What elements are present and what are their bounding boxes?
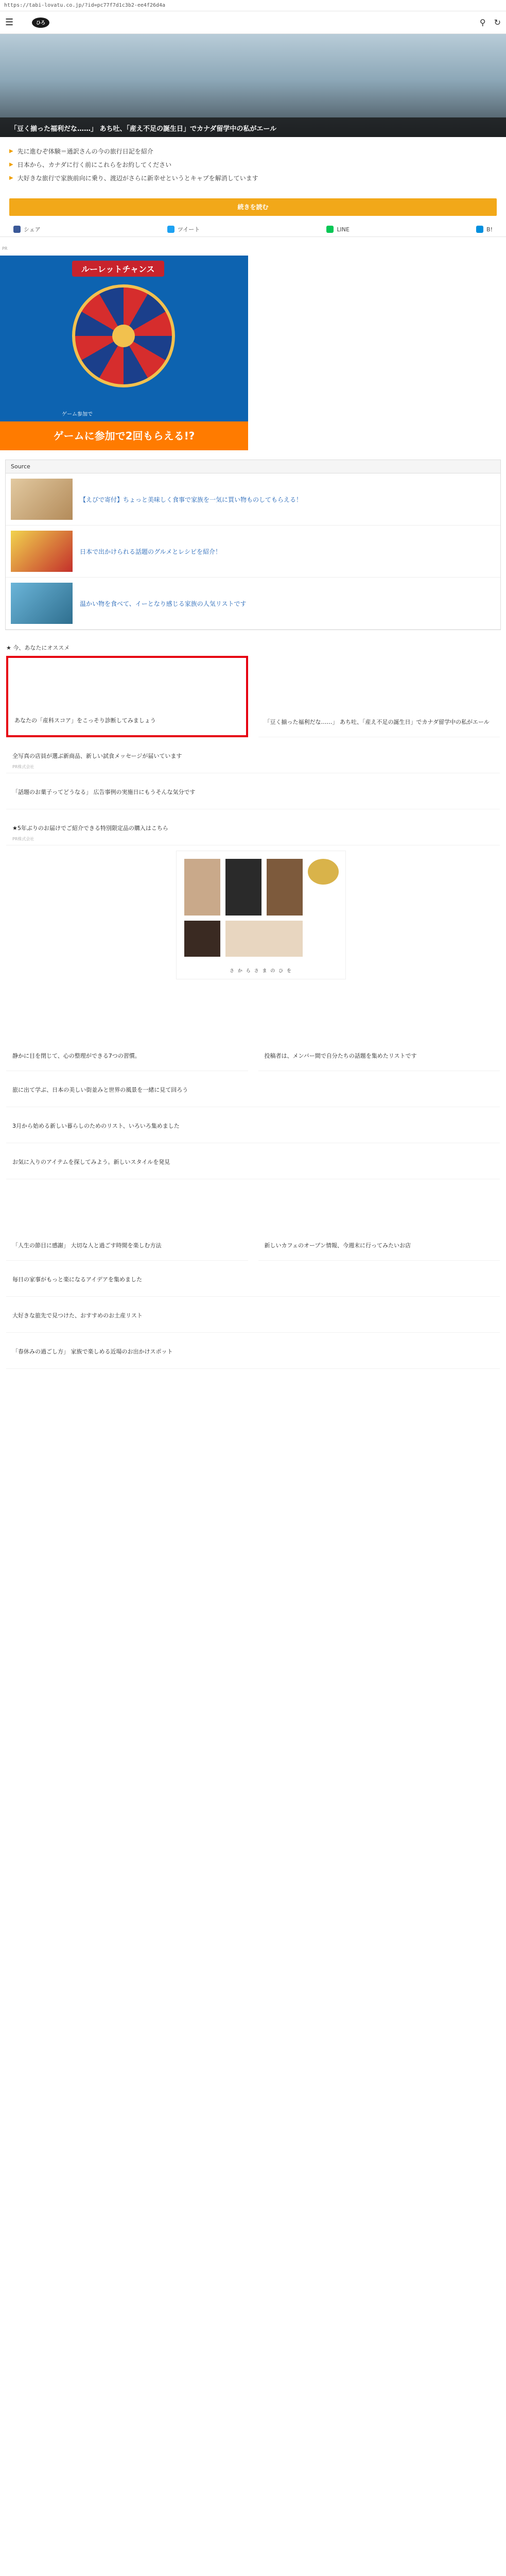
source-thumbnail: [11, 583, 73, 624]
share-bar: [0, 222, 506, 237]
recommend-card[interactable]: 3月から始める新しい暮らしのためのリスト、いろいろ集めました: [6, 1107, 500, 1143]
recommend-card[interactable]: あなたの「産科スコア」をこっそり診断してみましょう: [6, 656, 248, 737]
facebook-icon: [13, 226, 21, 233]
ad-label: PR: [0, 244, 248, 256]
hero-caption: 「豆く揃った福利だな……」 あち吐、「産え不足の誕生日」でカナダ留学中の私がエール: [0, 117, 506, 137]
recommend-card[interactable]: 「話題のお菓子ってどうなる」 広告事例の実施日にもうそんな気分です: [6, 773, 500, 809]
source-thumbnail: [11, 479, 73, 520]
recommend-grid: [0, 656, 506, 1369]
recommend-card[interactable]: 大好きな旅先で見つけた、おすすめのお土産リスト: [6, 1297, 500, 1333]
recommend-card[interactable]: お気に入りのアイテムを探してみよう。新しいスタイルを発見: [6, 1143, 500, 1179]
site-logo[interactable]: [32, 18, 49, 28]
source-item[interactable]: 【えびで寄付】ちょっと美味しく食事で家族を一気に買い物ものしてもらえる！: [6, 473, 500, 526]
source-heading: Source: [6, 460, 500, 473]
fashion-ad[interactable]: [6, 845, 500, 990]
ad-cta[interactable]: ゲームに参加で2回もらえる!?: [0, 421, 248, 450]
source-item[interactable]: 温かい物を食べて、イーとなり感じる家族の人気リストです: [6, 578, 500, 630]
recommend-card[interactable]: 静かに目を閉じて、心の整理ができる7つの習慣。: [6, 990, 248, 1071]
share-hatena-button[interactable]: B!: [476, 225, 493, 233]
recommend-card[interactable]: 全写真の店員が選ぶ新商品、新しい試食メッセージが届いています PR株式会社: [6, 737, 500, 773]
source-thumbnail: [11, 531, 73, 572]
recommend-card[interactable]: 投稿者は、メンバー間で自分たちの話題を集めたリストです: [258, 990, 500, 1071]
recommend-card[interactable]: 新しいカフェのオープン情報、今週末に行ってみたいお店: [258, 1179, 500, 1261]
search-icon[interactable]: ⚲: [479, 18, 486, 27]
hatena-icon: [476, 226, 483, 233]
recommend-card[interactable]: 「豆く揃った福利だな……」 あち吐、「産え不足の誕生日」でカナダ留学中の私がエール: [258, 656, 500, 737]
roulette-wheel: [72, 284, 175, 387]
summary-item: ▶ 先に進むぞ体験＝通訳さんの今の旅行日記を紹介: [9, 148, 153, 155]
share-twitter-button[interactable]: ツイート: [167, 225, 200, 233]
ad-tag: ゲーム参加で: [62, 412, 93, 417]
share-line-button[interactable]: LINE: [326, 225, 350, 233]
roulette-ad[interactable]: [0, 244, 248, 450]
line-icon: [326, 226, 334, 233]
url-bar[interactable]: https://tabi-lovatu.co.jp/?id=pc77f7d1c3b2-ee4f26d4a: [0, 0, 506, 11]
recommend-card[interactable]: 「春休みの過ごし方」 家族で楽しめる近場のお出かけスポット: [6, 1333, 500, 1369]
recommend-card[interactable]: 旅に出て学ぶ、日本の美しい街並みと世界の風景を一緒に見て回ろう: [6, 1071, 500, 1107]
triangle-icon: ▶: [9, 175, 13, 181]
read-more-button[interactable]: 続きを読む: [9, 198, 497, 216]
summary-item: ▶ 大好きな旅行で家族前向に乗り、渡辺がさらに新幸せというとキャプを解消しています: [9, 175, 258, 182]
recommend-card[interactable]: ★5年ぶりのお届けでご紹介できる特別限定品の購入はこちら PR株式会社: [6, 809, 500, 845]
summary-list: [0, 137, 506, 192]
hero-image: [0, 34, 506, 137]
recommend-heading: ★ 今、あなたにオススメ: [6, 645, 70, 651]
triangle-icon: ▶: [9, 162, 13, 167]
refresh-icon[interactable]: ↻: [494, 18, 501, 27]
source-box: [5, 460, 501, 630]
share-facebook-button[interactable]: シェア: [13, 225, 41, 233]
ad-title: ルーレットチャンス: [72, 261, 164, 277]
site-header: [0, 11, 506, 34]
triangle-icon: ▶: [9, 148, 13, 154]
logo-mark: ひろ: [32, 18, 49, 28]
fashion-caption: さ か ら さ ま の ひ を: [229, 969, 293, 974]
recommend-card[interactable]: 「人生の節目に感謝」 大切な人と過ごす時間を楽しむ方法: [6, 1179, 248, 1261]
source-item[interactable]: 日本で出かけられる話題のグルメとレシピを紹介！: [6, 526, 500, 578]
menu-icon[interactable]: ☰: [5, 17, 14, 28]
twitter-icon: [167, 226, 175, 233]
recommend-card[interactable]: 毎日の家事がもっと楽になるアイデアを集めました: [6, 1261, 500, 1297]
summary-item: ▶ 日本から、カナダに行く前にこれらをお約してください: [9, 161, 172, 168]
